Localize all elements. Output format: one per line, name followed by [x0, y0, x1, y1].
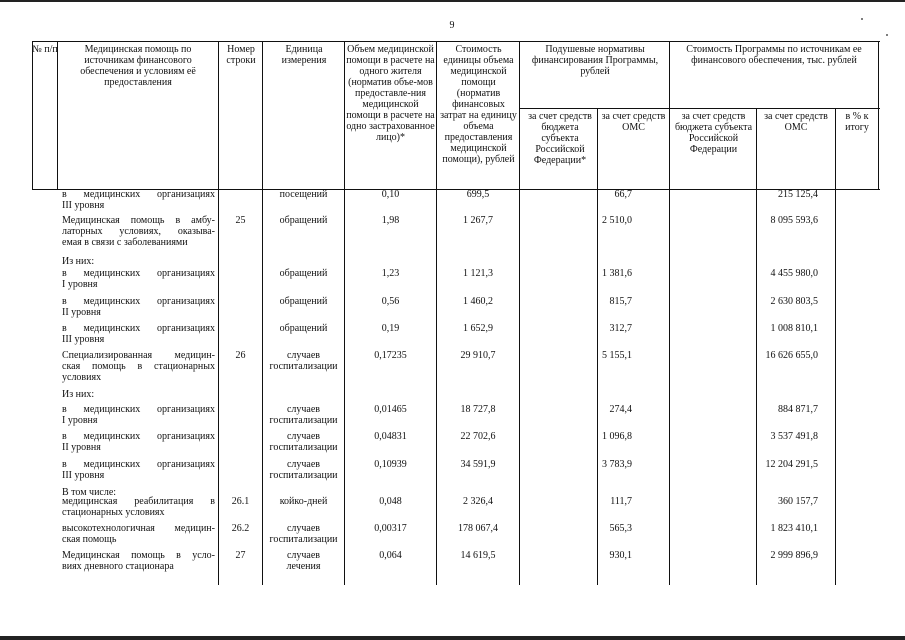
row-name-line: латорных условиях, оказыва- — [62, 226, 215, 237]
row-name-line: I уровня — [62, 279, 98, 290]
scan-speck — [861, 18, 863, 20]
row-unit-cost: 1 652,9 — [463, 323, 493, 334]
row-program-oms: 3 537 491,8 — [770, 431, 818, 442]
column-separator — [756, 108, 757, 585]
section-label: Из них: — [62, 389, 95, 400]
header-sub-program-budget: за счет средств бюджета субъекта Российской Федерации — [674, 111, 753, 155]
row-name-line: в медицинских организациях — [62, 268, 215, 279]
row-name — [62, 189, 215, 211]
row-program-oms: 2 999 896,9 — [770, 550, 818, 561]
row-unit: случаев — [286, 404, 321, 415]
column-separator — [835, 108, 836, 585]
row-per-capita-oms: 3 783,9 — [602, 459, 632, 470]
row-unit: госпитализации — [269, 534, 338, 545]
row-unit-cost: 14 619,5 — [460, 550, 496, 561]
row-volume: 0,56 — [381, 296, 400, 307]
row-unit: случаев — [286, 459, 321, 470]
row-per-capita-oms: 312,7 — [609, 323, 632, 334]
row-per-capita-oms: 2 510,0 — [602, 215, 632, 226]
header-top-border — [32, 41, 880, 42]
row-unit-cost: 29 910,7 — [460, 350, 496, 361]
row-program-oms: 8 095 593,6 — [770, 215, 818, 226]
page-number: 9 — [449, 20, 455, 31]
row-unit: госпитализации — [269, 361, 338, 372]
row-number: 26 — [235, 350, 246, 361]
row-name-line: стационарных условиях — [62, 507, 165, 518]
row-unit: госпитализации — [269, 442, 338, 453]
header-col-unit: Единица измерения — [281, 44, 327, 66]
row-name-line: II уровня — [62, 307, 101, 318]
header-sub-program-oms: за счет средств ОМС — [764, 111, 828, 133]
row-name-line: III уровня — [62, 334, 105, 345]
header-group-program-cost: Стоимость Программы по источникам ее финансового обеспечения, тыс. рублей — [686, 44, 862, 66]
row-name-line: в медицинских организациях — [62, 459, 215, 470]
row-program-oms: 884 871,7 — [778, 404, 818, 415]
column-separator — [597, 108, 598, 585]
row-unit: обращений — [279, 268, 328, 279]
row-volume: 0,064 — [379, 550, 402, 561]
scan-speck — [886, 34, 888, 36]
row-name-line: в медицинских организациях — [62, 431, 215, 442]
row-per-capita-oms: 1 381,6 — [602, 268, 632, 279]
row-name-line: высокотехнологичная медицин- — [62, 523, 215, 534]
row-name-line: виях дневного стационара — [62, 561, 174, 572]
row-unit-cost: 178 067,4 — [458, 523, 498, 534]
row-name — [62, 296, 215, 318]
column-separator — [57, 41, 58, 190]
row-name-line: Медицинская помощь в амбу- — [62, 215, 215, 226]
row-name-line: в медицинских организациях — [62, 323, 215, 334]
row-volume: 0,01465 — [374, 404, 407, 415]
header-sub-percent: в % к итогу — [845, 111, 869, 133]
row-name-line: в медицинских организациях — [62, 296, 215, 307]
row-program-oms: 12 204 291,5 — [765, 459, 818, 470]
row-name — [62, 431, 215, 453]
row-volume: 0,048 — [379, 496, 402, 507]
row-unit-cost: 34 591,9 — [460, 459, 496, 470]
section-label: В том числе: — [62, 487, 117, 498]
row-name-line: ская помощь в стационарных — [62, 361, 215, 372]
row-unit: обращений — [279, 215, 328, 226]
row-per-capita-oms: 111,7 — [610, 496, 632, 507]
row-volume: 0,10939 — [374, 459, 407, 470]
column-separator — [519, 41, 520, 585]
row-name — [62, 550, 215, 572]
row-volume: 1,23 — [381, 268, 400, 279]
row-name-line: емая в связи с заболеваниями — [62, 237, 188, 248]
row-volume: 0,19 — [381, 323, 400, 334]
row-unit: госпитализации — [269, 415, 338, 426]
row-name-line: ская помощь — [62, 534, 117, 545]
row-unit-cost: 1 460,2 — [463, 296, 493, 307]
row-name — [62, 496, 215, 518]
row-unit: случаев — [286, 350, 321, 361]
header-col-number: № п/п — [32, 44, 58, 55]
row-per-capita-oms: 66,7 — [614, 189, 632, 200]
row-name-line: Специализированная медицин- — [62, 350, 215, 361]
row-unit-cost: 1 267,7 — [463, 215, 493, 226]
row-per-capita-oms: 274,4 — [609, 404, 632, 415]
row-per-capita-oms: 930,1 — [609, 550, 632, 561]
row-unit: койко-дней — [279, 496, 328, 507]
row-name — [62, 215, 215, 248]
row-number: 26.2 — [231, 523, 250, 534]
header-col-row-number: Номер строки — [226, 44, 256, 66]
row-volume: 0,17235 — [374, 350, 407, 361]
row-program-oms: 1 823 410,1 — [770, 523, 818, 534]
row-unit: обращений — [279, 323, 328, 334]
row-name — [62, 523, 215, 545]
row-volume: 0,00317 — [374, 523, 407, 534]
row-name-line: медицинская реабилитация в — [62, 496, 215, 507]
row-number: 26.1 — [231, 496, 250, 507]
row-name — [62, 350, 215, 383]
scan-bottom-edge — [0, 636, 905, 640]
header-col-name: Медицинская помощь по источникам финансового обеспечения и условиям её предоставления — [80, 44, 196, 88]
header-sub-budget: за счет средств бюджета субъекта Российской Федерации* — [528, 111, 592, 166]
row-unit-cost: 18 727,8 — [460, 404, 496, 415]
column-separator — [878, 41, 879, 190]
row-per-capita-oms: 1 096,8 — [602, 431, 632, 442]
row-program-oms: 16 626 655,0 — [765, 350, 818, 361]
row-unit-cost: 2 326,4 — [463, 496, 493, 507]
row-volume: 0,10 — [381, 189, 400, 200]
column-separator — [32, 41, 33, 190]
row-name — [62, 268, 215, 290]
header-col-volume: Объем медицинской помощи в расчете на одного жителя (норматив объе-мов предоставле-ния медицинской помощи в расчете на одно застрахованное лицо)* — [346, 44, 435, 143]
header-sub-oms: за счет средств ОМС — [601, 111, 666, 133]
section-label: Из них: — [62, 256, 95, 267]
row-number: 25 — [235, 215, 246, 226]
row-name-line: условиях — [62, 372, 102, 383]
row-name-line: в медицинских организациях — [62, 404, 215, 415]
row-number: 27 — [235, 550, 246, 561]
row-unit: случаев — [286, 431, 321, 442]
row-name-line: III уровня — [62, 200, 105, 211]
row-unit: случаев — [286, 550, 321, 561]
row-program-oms: 215 125,4 — [778, 189, 818, 200]
row-name — [62, 404, 215, 426]
row-volume: 1,98 — [381, 215, 400, 226]
row-name-line: Медицинская помощь в усло- — [62, 550, 215, 561]
row-name-line: в медицинских организациях — [62, 189, 215, 200]
row-name-line: I уровня — [62, 415, 98, 426]
row-unit: посещений — [279, 189, 328, 200]
header-col-unit-cost: Стоимость единицы объема медицинской помощи (норматив финансовых затрат на единицу объема предоставления медицинской помощи), рублей — [440, 44, 517, 165]
row-program-oms: 4 455 980,0 — [770, 268, 818, 279]
row-program-oms: 2 630 803,5 — [770, 296, 818, 307]
row-volume: 0,04831 — [374, 431, 407, 442]
row-unit-cost: 22 702,6 — [460, 431, 496, 442]
row-program-oms: 360 157,7 — [778, 496, 818, 507]
row-unit-cost: 699,5 — [466, 189, 490, 200]
row-per-capita-oms: 5 155,1 — [602, 350, 632, 361]
row-name — [62, 459, 215, 481]
row-program-oms: 1 008 810,1 — [770, 323, 818, 334]
row-unit: случаев — [286, 523, 321, 534]
row-name — [62, 323, 215, 345]
row-unit-cost: 1 121,3 — [463, 268, 493, 279]
column-separator — [669, 41, 670, 585]
row-name-line: III уровня — [62, 470, 105, 481]
row-unit: обращений — [279, 296, 328, 307]
row-name-line: II уровня — [62, 442, 101, 453]
scan-top-edge — [0, 0, 905, 2]
row-per-capita-oms: 815,7 — [609, 296, 632, 307]
subheader-divider — [519, 108, 880, 109]
header-group-per-capita: Подушевые нормативы финансирования Программы, рублей — [531, 44, 659, 77]
row-unit: госпитализации — [269, 470, 338, 481]
row-per-capita-oms: 565,3 — [609, 523, 632, 534]
row-unit: лечения — [286, 561, 321, 572]
